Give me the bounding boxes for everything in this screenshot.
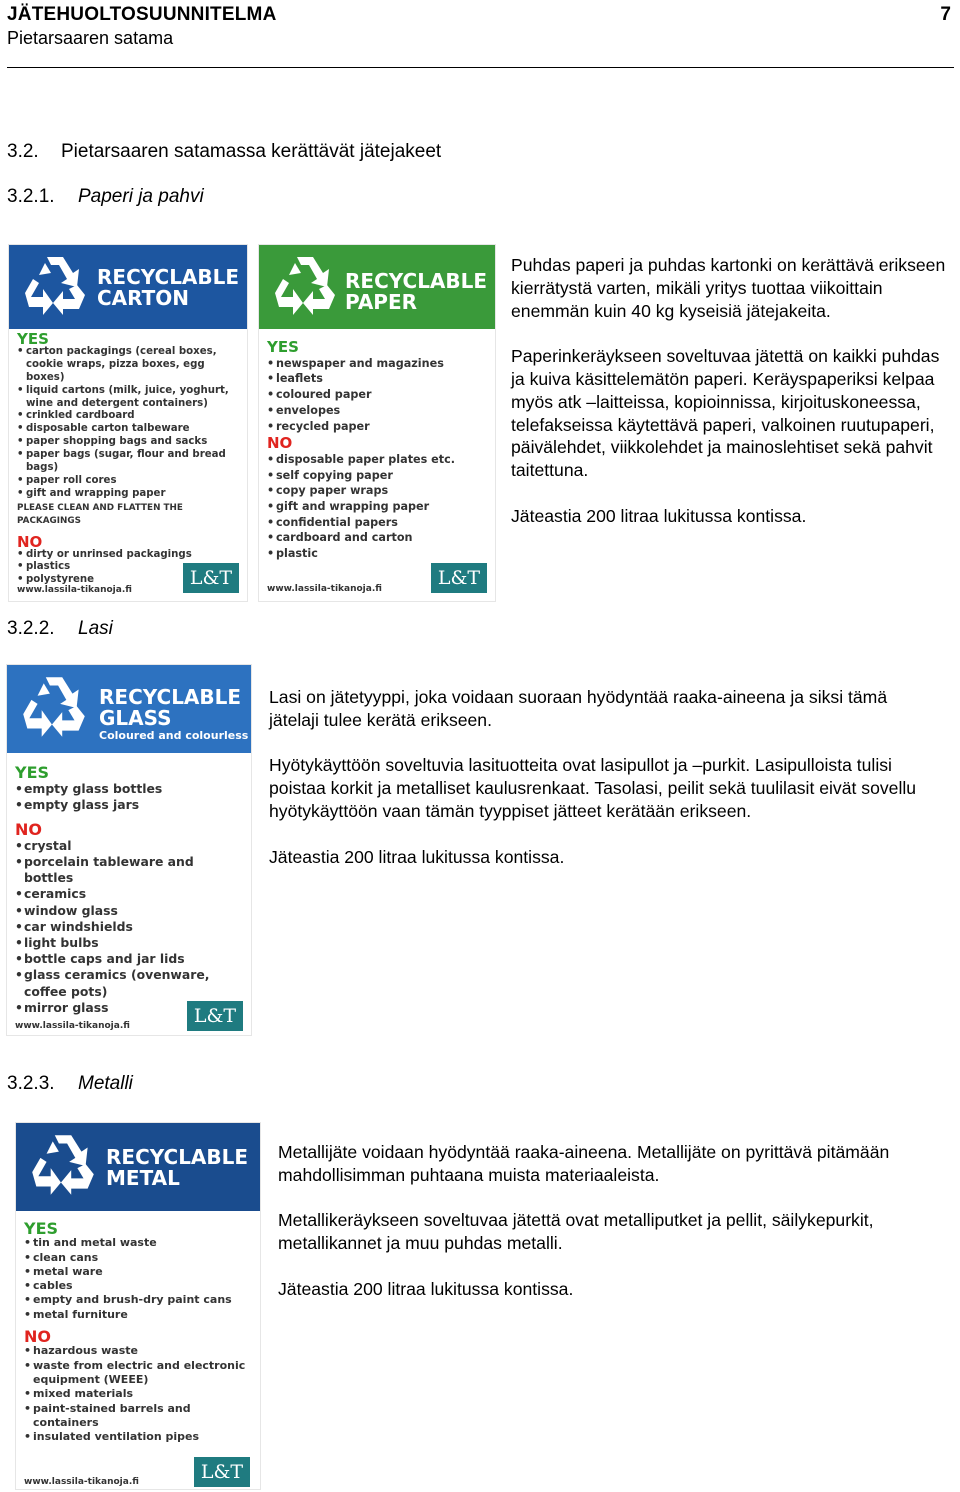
yes-label: YES [15,763,50,782]
no-list [15,838,247,1016]
metal-text [278,1141,948,1323]
yes-list [267,356,491,435]
list-item: • polystyrene [17,574,243,587]
recycle-icon [267,251,343,321]
list-item: • bottle caps and jar lids [15,951,247,967]
subsection-number: 3.2.3. [7,1073,55,1094]
paragraph: Paperinkeräykseen soveltuvaa jätettä on kaikki puhdas ja kuiva käsittelemätön paperi. Keräyspaperiksi kelpaa myös atk –laitteissa, kopioinnissa, kirjoituskoneessa, telefakseissa käytettävä paperi, valkoinen ruutupaperi, päivälehdet, viikkolehdet ja mainoslehtiset sekä pahvit taitettuna. [511,346,940,481]
list-item: • plastic [267,546,491,562]
yes-list [17,346,243,501]
list-item: • liquid cartons (milk, juice, yoghurt, wine and detergent containers) [17,385,243,411]
paragraph: Metallikeräykseen soveltuvaa jätettä ovat metalliputket ja pellit, säilykepurkit, metallikannet ja muu puhdas metalli. [278,1210,874,1254]
list-item: • cardboard and carton [267,530,491,546]
list-item: • newspaper and magazines [267,356,491,372]
yes-list [24,1236,256,1322]
poster-note: PLEASE CLEAN AND FLATTEN THE PACKAGINGS [17,502,183,526]
list-item: • confidential papers [267,515,491,531]
list-item: • gift and wrapping paper [267,499,491,515]
poster-title-line1: RECYCLABLE [345,269,488,293]
subsection-heading-metal [7,1073,133,1095]
list-item: • empty glass jars [15,797,247,813]
poster-title-line2: CARTON [97,286,190,310]
subsection-title: Paperi ja pahvi [78,186,204,207]
list-item: • light bulbs [15,935,247,951]
poster-banner [259,245,495,329]
list-item: • paper shopping bags and sacks [17,436,243,449]
list-item: • crinkled cardboard [17,410,243,423]
list-item: • glass ceramics (ovenware, coffee pots) [15,967,247,999]
poster-url: www.lassila-tikanoja.fi [267,584,382,594]
poster-url: www.lassila-tikanoja.fi [15,1021,130,1031]
list-item: • envelopes [267,403,491,419]
no-label: NO [15,819,42,839]
list-item: • paint-stained barrels and containers [24,1402,256,1431]
list-item: • leaflets [267,371,491,387]
poster-title-line2: GLASS [99,706,172,730]
poster-title-line1: RECYCLABLE [99,685,242,709]
paragraph: Metallijäte voidaan hyödyntää raaka-aineena. Metallijäte on pyrittävä pitämään mahdollisimman puhtaana muista materiaaleista. [278,1142,890,1185]
recycle-icon [15,671,93,743]
list-item: • window glass [15,903,247,919]
poster-banner [9,245,247,329]
subsection-title: Metalli [78,1073,133,1094]
yes-list [15,781,247,813]
list-item: • paper bags (sugar, flour and bread bags) [17,449,243,475]
list-item: • self copying paper [267,468,491,484]
poster-banner [7,665,251,753]
paragraph: Hyötykäyttöön soveltuvia lasituotteita ovat lasipullot ja –purkit. Lasipulloista tulisi poistaa korkit ja metalliset kaulusrenkaat. Tasolasi, peilit sekä tuulilasit eivät sovellu hyötykäyttöön vaan tämän tyyppiset jätteet kerätään erikseen. [269,755,917,821]
poster-list [24,1219,256,1444]
list-item: • porcelain tableware and bottles [15,854,247,886]
list-item: • hazardous waste [24,1344,256,1358]
poster-list [17,330,243,587]
paper-text [511,254,951,550]
list-item: • copy paper wraps [267,483,491,499]
list-item: • waste from electric and electronic equipment (WEEE) [24,1359,256,1388]
lt-logo: L&T [187,1001,243,1031]
poster-list [267,340,491,562]
list-item: • coloured paper [267,387,491,403]
subsection-heading-paper [7,186,204,208]
list-item: • clean cans [24,1251,256,1265]
paragraph: Puhdas paperi ja puhdas kartonki on kerättävä erikseen kierrätystä varten, mikäli yritys tuottaa viikoittain enemmän kuin 40 kg kyseisiä jätejakeita. [511,255,946,321]
no-label: NO [24,1327,51,1347]
recycle-icon [17,251,93,321]
lt-logo: L&T [183,563,239,593]
list-item: • dirty or unrinsed packagings [17,549,243,562]
poster-title-line2: METAL [106,1166,180,1190]
header-rule [7,67,954,68]
no-list [267,452,491,562]
list-item: • insulated ventilation pipes [24,1430,256,1444]
document-title: JÄTEHUOLTOSUUNNITELMA [7,4,277,25]
poster-list [15,765,247,1016]
page-number: 7 [940,4,951,25]
list-item: • paper roll cores [17,475,243,488]
recyclable-paper-poster [258,244,496,602]
paragraph: Jäteastia 200 litraa lukitussa kontissa. [511,505,807,526]
list-item: • empty and brush-dry paint cans [24,1293,256,1307]
poster-url: www.lassila-tikanoja.fi [24,1477,139,1487]
document-subtitle: Pietarsaaren satama [7,28,174,48]
list-item: • disposable carton talbeware [17,423,243,436]
lt-logo: L&T [194,1457,250,1487]
list-item: • plastics [17,561,243,574]
recycle-icon [24,1129,102,1201]
list-item: • ceramics [15,886,247,902]
paragraph: Jäteastia 200 litraa lukitussa kontissa. [278,1278,574,1299]
list-item: • crystal [15,838,247,854]
recyclable-carton-poster [8,244,248,602]
paragraph: Lasi on jätetyyppi, joka voidaan suoraan hyödyntää raaka-aineena ja siksi tämä jätelaji tulee kerätä erikseen. [269,687,888,730]
yes-label: YES [267,338,299,356]
poster-subtitle: Coloured and colourless [99,729,249,742]
list-item: • recycled paper [267,419,491,435]
section-title: Pietarsaaren satamassa kerättävät jätejakeet [61,141,442,162]
list-item: • car windshields [15,919,247,935]
list-item: • cables [24,1279,256,1293]
subsection-title: Lasi [78,618,113,639]
recyclable-metal-poster [15,1122,261,1490]
no-label: NO [267,434,293,453]
section-number: 3.2. [7,141,39,162]
glass-text [269,686,939,891]
poster-banner [16,1123,260,1211]
subsection-number: 3.2.2. [7,618,55,639]
recyclable-glass-poster [6,664,252,1036]
subsection-number: 3.2.1. [7,186,55,207]
no-list [24,1344,256,1444]
section-heading [7,141,442,163]
list-item: • empty glass bottles [15,781,247,797]
list-item: • gift and wrapping paper [17,488,243,501]
poster-url: www.lassila-tikanoja.fi [17,585,132,595]
no-label: NO [17,532,43,551]
poster-title-line1: RECYCLABLE [97,265,240,289]
list-item: • mirror glass [15,1000,247,1016]
poster-title-line2: PAPER [345,290,418,314]
list-item: • metal furniture [24,1308,256,1322]
list-item: • carton packagings (cereal boxes, cookie wraps, pizza boxes, egg boxes) [17,346,243,385]
lt-logo: L&T [431,563,487,593]
list-item: • tin and metal waste [24,1236,256,1250]
list-item: • mixed materials [24,1387,256,1401]
yes-label: YES [24,1219,59,1238]
paragraph: Jäteastia 200 litraa lukitussa kontissa. [269,846,565,867]
yes-label: YES [17,330,49,348]
poster-title-line1: RECYCLABLE [106,1145,249,1169]
list-item: • metal ware [24,1265,256,1279]
list-item: • disposable paper plates etc. [267,452,491,468]
subsection-heading-glass [7,618,113,640]
